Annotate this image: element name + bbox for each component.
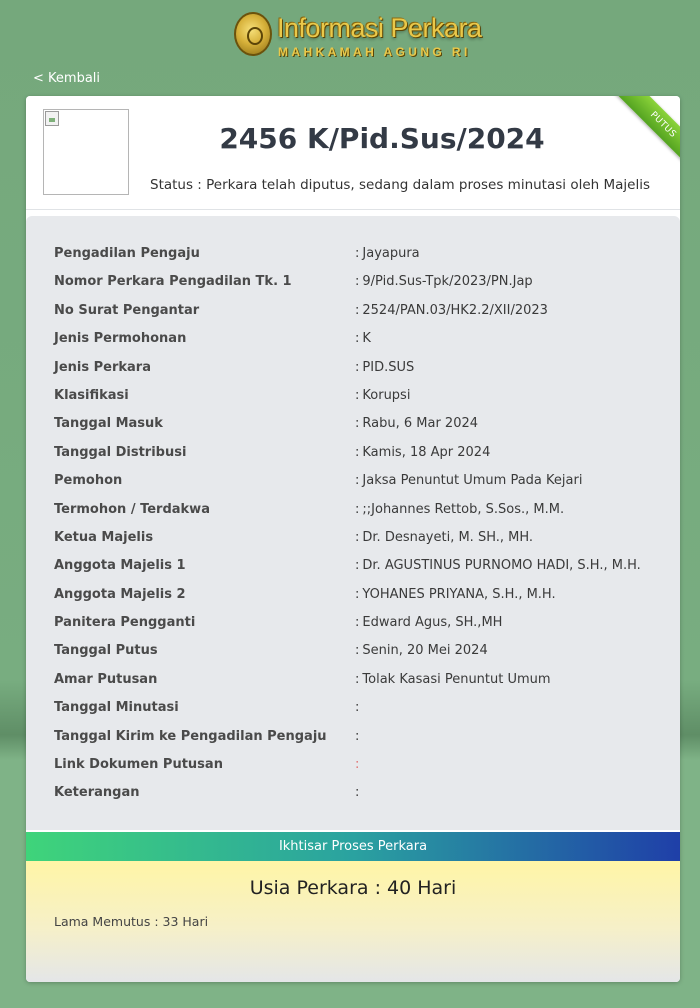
detail-label: Jenis Permohonan	[54, 331, 187, 347]
site-title: Informasi Perkara	[277, 13, 482, 43]
detail-value: : Edward Agus, SH.,MH	[355, 615, 503, 631]
detail-label: Klasifikasi	[54, 387, 129, 403]
detail-value: : Senin, 20 Mei 2024	[355, 643, 488, 659]
case-age: Usia Perkara : 40 Hari	[249, 877, 457, 899]
site-subtitle: MAHKAMAH AGUNG RI	[278, 45, 471, 59]
detail-row	[26, 723, 680, 751]
detail-value: : Rabu, 6 Mar 2024	[355, 416, 479, 432]
detail-label: Tanggal Distribusi	[54, 444, 187, 460]
detail-row	[26, 268, 680, 296]
decision-duration: Lama Memutus : 33 Hari	[54, 914, 209, 929]
detail-row	[26, 524, 680, 552]
detail-value: : K	[355, 331, 371, 347]
case-number: 2456 K/Pid.Sus/2024	[219, 122, 545, 155]
detail-label: Pengadilan Pengaju	[54, 246, 200, 261]
detail-row	[26, 637, 680, 665]
detail-label: Tanggal Minutasi	[54, 700, 179, 716]
detail-label: Panitera Pengganti	[54, 615, 196, 631]
site-header	[0, 10, 700, 62]
detail-row	[26, 439, 680, 467]
case-header	[26, 96, 680, 210]
detail-value: :	[355, 700, 360, 716]
case-summary	[26, 861, 680, 982]
detail-value: : Jayapura	[355, 246, 420, 261]
detail-value: : Tolak Kasasi Penuntut Umum	[355, 671, 551, 687]
detail-value: : YOHANES PRIYANA, S.H., M.H.	[355, 586, 556, 602]
detail-value: : PID.SUS	[355, 359, 415, 375]
detail-row	[26, 467, 680, 495]
detail-label: Termohon / Terdakwa	[54, 501, 210, 517]
status-ribbon	[595, 96, 680, 181]
detail-label: Anggota Majelis 2	[54, 586, 186, 602]
document-link[interactable]: :	[355, 757, 360, 773]
detail-row	[26, 410, 680, 438]
detail-row	[26, 751, 680, 779]
detail-row	[26, 297, 680, 325]
detail-row	[26, 354, 680, 382]
case-status: Status : Perkara telah diputus, sedang dalam proses minutasi oleh Majelis	[150, 177, 650, 193]
detail-label: Anggota Majelis 1	[54, 558, 186, 574]
case-details	[26, 216, 680, 830]
detail-value: :	[355, 785, 360, 801]
detail-value: : Jaksa Penuntut Umum Pada Kejari	[355, 473, 583, 489]
detail-value: : Dr. AGUSTINUS PURNOMO HADI, S.H., M.H.	[355, 558, 641, 574]
detail-value: : 9/Pid.Sus-Tpk/2023/PN.Jap	[355, 274, 533, 290]
detail-row	[26, 694, 680, 722]
detail-label: Keterangan	[54, 785, 140, 801]
detail-label: Tanggal Kirim ke Pengadilan Pengaju	[54, 728, 327, 744]
detail-row	[26, 609, 680, 637]
detail-row	[26, 240, 680, 268]
detail-row	[26, 581, 680, 609]
detail-value: : ;;Johannes Rettob, S.Sos., M.M.	[355, 501, 565, 517]
mahkamah-agung-seal-icon	[234, 12, 272, 56]
back-link[interactable]: < Kembali	[33, 71, 101, 86]
detail-label: Amar Putusan	[54, 671, 158, 687]
case-card	[26, 96, 680, 982]
detail-value: : Korupsi	[355, 387, 411, 403]
detail-label: Ketua Majelis	[54, 529, 154, 545]
detail-value: :	[355, 728, 360, 744]
detail-label: Tanggal Masuk	[54, 416, 163, 432]
detail-label: No Surat Pengantar	[54, 302, 200, 318]
detail-row	[26, 496, 680, 524]
status-ribbon-label: PUTUS	[613, 96, 680, 175]
detail-row	[26, 779, 680, 807]
detail-label: Pemohon	[54, 473, 123, 489]
detail-label: Link Dokumen Putusan	[54, 757, 223, 773]
detail-label: Nomor Perkara Pengadilan Tk. 1	[54, 274, 292, 290]
detail-row	[26, 552, 680, 580]
ikhtisar-header: Ikhtisar Proses Perkara	[26, 832, 680, 861]
broken-image-icon	[45, 111, 59, 126]
detail-value: : Dr. Desnayeti, M. SH., MH.	[355, 529, 534, 545]
detail-value: : Kamis, 18 Apr 2024	[355, 444, 491, 460]
detail-label: Jenis Perkara	[54, 359, 151, 375]
detail-row	[26, 382, 680, 410]
detail-label: Tanggal Putus	[54, 643, 158, 659]
detail-row	[26, 666, 680, 694]
detail-value: : 2524/PAN.03/HK2.2/XII/2023	[355, 302, 548, 318]
detail-row	[26, 325, 680, 353]
